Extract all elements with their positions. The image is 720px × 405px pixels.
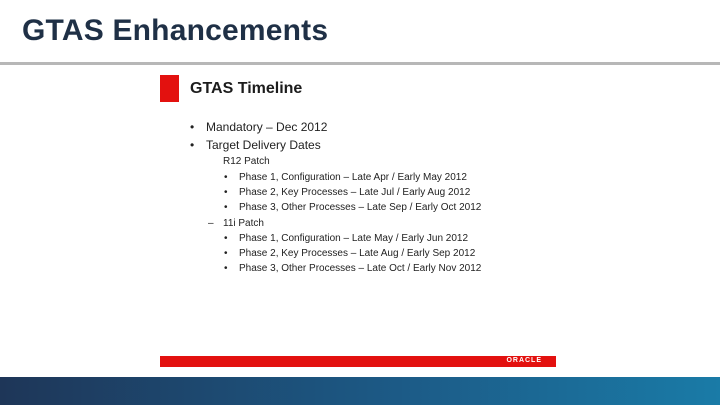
item-marker: • bbox=[224, 263, 228, 274]
bottom-gradient-bar bbox=[0, 377, 720, 405]
bullet-marker: • bbox=[190, 138, 195, 152]
red-accent-block bbox=[160, 75, 179, 102]
slide-title: GTAS Timeline bbox=[190, 80, 303, 97]
group-label: R12 Patch bbox=[223, 156, 270, 167]
item-text: Phase 1, Configuration – Late May / Early Jun 2012 bbox=[239, 233, 469, 244]
list-item bbox=[224, 233, 468, 244]
item-marker: • bbox=[224, 233, 228, 244]
bullet-target-delivery bbox=[190, 138, 321, 152]
embedded-slide bbox=[160, 72, 556, 368]
bullet-marker: • bbox=[190, 120, 195, 134]
item-text: Phase 1, Configuration – Late Apr / Early May 2012 bbox=[239, 172, 467, 183]
list-item bbox=[224, 248, 475, 259]
oracle-logo: ORACLE bbox=[506, 357, 542, 364]
list-item bbox=[224, 263, 481, 274]
item-text: Phase 2, Key Processes – Late Jul / Early Aug 2012 bbox=[239, 187, 471, 198]
group-11i-patch bbox=[208, 218, 264, 229]
list-item bbox=[224, 202, 481, 213]
item-marker: • bbox=[224, 187, 228, 198]
bullet-mandatory bbox=[190, 120, 327, 134]
page-title: GTAS Enhancements bbox=[22, 14, 329, 47]
bullet-text: Target Delivery Dates bbox=[206, 138, 321, 152]
slide-footer-bar bbox=[160, 356, 556, 367]
bullet-text: Mandatory – Dec 2012 bbox=[206, 120, 328, 134]
item-text: Phase 3, Other Processes – Late Oct / Early Nov 2012 bbox=[239, 263, 482, 274]
list-item bbox=[224, 187, 470, 198]
group-label: 11i Patch bbox=[223, 218, 264, 229]
item-marker: • bbox=[224, 248, 228, 259]
item-marker: • bbox=[224, 202, 228, 213]
list-item bbox=[224, 172, 467, 183]
group-marker: – bbox=[208, 218, 214, 229]
item-marker: • bbox=[224, 172, 228, 183]
group-r12-patch bbox=[208, 156, 270, 167]
item-text: Phase 2, Key Processes – Late Aug / Early Sep 2012 bbox=[239, 248, 476, 259]
item-text: Phase 3, Other Processes – Late Sep / Early Oct 2012 bbox=[239, 202, 482, 213]
title-divider bbox=[0, 62, 720, 65]
